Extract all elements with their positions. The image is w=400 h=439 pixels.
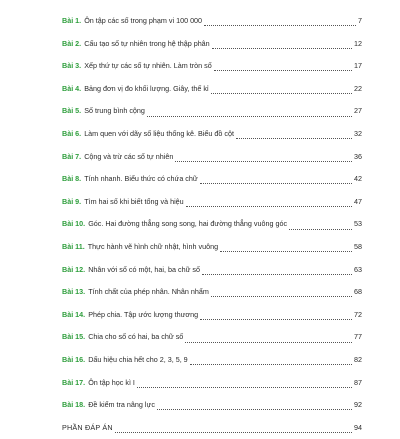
page-number: 92 xyxy=(354,400,362,410)
page-number: 72 xyxy=(354,309,362,319)
lesson-title: Xếp thứ tự các số tự nhiên. Làm tròn số xyxy=(84,61,212,71)
lesson-title: Thực hành vẽ hình chữ nhật, hình vuông xyxy=(87,241,219,251)
lesson-number: Bài 2. xyxy=(62,38,82,48)
table-of-contents xyxy=(62,10,362,439)
dot-leader xyxy=(175,154,352,162)
page-number: 32 xyxy=(354,128,362,138)
lesson-number: Bài 11. xyxy=(62,241,85,251)
dot-leader xyxy=(211,86,352,94)
page-number: 22 xyxy=(354,83,362,93)
toc-entry-lesson-5[interactable] xyxy=(62,100,362,123)
page-number: 63 xyxy=(354,264,362,274)
lesson-title: Cộng và trừ các số tự nhiên xyxy=(84,151,174,161)
toc-entry-lesson-2[interactable] xyxy=(62,33,362,56)
lesson-number: Bài 18. xyxy=(62,400,86,410)
lesson-title: Bảng đơn vị đo khối lượng. Giây, thế kỉ xyxy=(84,83,209,93)
dot-leader xyxy=(147,109,352,117)
lesson-number: Bài 3. xyxy=(62,61,82,71)
toc-entry-lesson-10[interactable] xyxy=(62,213,362,236)
dot-leader xyxy=(211,289,352,297)
toc-entry-lesson-14[interactable] xyxy=(62,304,362,327)
dot-leader xyxy=(236,131,352,139)
toc-entry-lesson-4[interactable] xyxy=(62,78,362,101)
toc-entry-lesson-3[interactable] xyxy=(62,55,362,78)
lesson-title: Làm quen với dãy số liệu thống kê. Biểu đồ cột xyxy=(84,128,234,138)
lesson-title: Tính nhanh. Biểu thức có chứa chữ xyxy=(84,174,198,184)
lesson-title: Số trung bình cộng xyxy=(84,106,145,116)
lesson-title: Đề kiểm tra nâng lực xyxy=(88,400,155,410)
toc-entry-lesson-13[interactable] xyxy=(62,281,362,304)
page-number: 12 xyxy=(354,38,362,48)
lesson-number: Bài 13. xyxy=(62,287,86,297)
lesson-title: Ôn tập các số trong phạm vi 100 000 xyxy=(84,16,203,25)
lesson-title: Phép chia. Tập ước lượng thương xyxy=(88,309,199,319)
page-number: 53 xyxy=(354,219,362,229)
page-number: 77 xyxy=(354,332,362,342)
dot-leader xyxy=(190,357,352,365)
lesson-number: Bài 9. xyxy=(62,196,82,206)
toc-entry-lesson-8[interactable] xyxy=(62,168,362,191)
toc-entry-lesson-12[interactable] xyxy=(62,259,362,282)
lesson-title: Ôn tập học kì I xyxy=(88,377,135,387)
lesson-number: Bài 12. xyxy=(62,264,86,274)
dot-leader xyxy=(214,63,352,71)
lesson-number: Bài 1. xyxy=(62,16,82,25)
dot-leader xyxy=(186,199,352,207)
lesson-title: Chia cho số có hai, ba chữ số xyxy=(88,332,184,342)
page-number: 7 xyxy=(358,16,362,25)
toc-entry-lesson-17[interactable] xyxy=(62,372,362,395)
toc-entry-lesson-7[interactable] xyxy=(62,146,362,169)
page-number: 47 xyxy=(354,196,362,206)
lesson-number: Bài 14. xyxy=(62,309,86,319)
dot-leader xyxy=(220,244,352,252)
lesson-title: Dấu hiệu chia hết cho 2, 3, 5, 9 xyxy=(88,354,188,364)
page-number: 36 xyxy=(354,151,362,161)
lesson-number: Bài 7. xyxy=(62,151,82,161)
toc-entry-answers[interactable] xyxy=(62,417,362,439)
dot-leader xyxy=(289,222,352,230)
toc-entry-lesson-15[interactable] xyxy=(62,326,362,349)
toc-entry-lesson-11[interactable] xyxy=(62,236,362,259)
answers-section-title: PHẦN ĐÁP ÁN xyxy=(62,422,113,432)
toc-entry-lesson-6[interactable] xyxy=(62,123,362,146)
dot-leader xyxy=(200,176,352,184)
lesson-title: Nhân với số có một, hai, ba chữ số xyxy=(88,264,200,274)
lesson-number: Bài 16. xyxy=(62,354,86,364)
dot-leader xyxy=(137,380,352,388)
dot-leader xyxy=(204,18,356,26)
lesson-number: Bài 17. xyxy=(62,377,86,387)
toc-entry-lesson-1[interactable] xyxy=(62,10,362,33)
lesson-title: Tính chất của phép nhân. Nhân nhẩm xyxy=(88,287,209,297)
page-number: 58 xyxy=(354,241,362,251)
page-number: 87 xyxy=(354,377,362,387)
dot-leader xyxy=(157,402,352,410)
page-number: 82 xyxy=(354,354,362,364)
toc-entry-lesson-16[interactable] xyxy=(62,349,362,372)
lesson-number: Bài 4. xyxy=(62,83,82,93)
lesson-number: Bài 6. xyxy=(62,128,82,138)
toc-entry-lesson-9[interactable] xyxy=(62,191,362,214)
lesson-title: Góc. Hai đường thẳng song song, hai đường thẳng vuông góc xyxy=(88,219,288,229)
lesson-number: Bài 10. xyxy=(62,219,86,229)
toc-entry-lesson-18[interactable] xyxy=(62,394,362,417)
page-number: 94 xyxy=(354,422,362,432)
dot-leader xyxy=(200,312,352,320)
dot-leader xyxy=(202,267,352,275)
lesson-number: Bài 15. xyxy=(62,332,86,342)
page-number: 68 xyxy=(354,287,362,297)
lesson-title: Cấu tạo số tự nhiên trong hệ thập phân xyxy=(84,38,210,48)
page-number: 17 xyxy=(354,61,362,71)
lesson-title: Tìm hai số khi biết tổng và hiệu xyxy=(84,196,184,206)
lesson-number: Bài 5. xyxy=(62,106,82,116)
page-number: 42 xyxy=(354,174,362,184)
lesson-number: Bài 8. xyxy=(62,174,82,184)
dot-leader xyxy=(212,41,352,49)
page-number: 27 xyxy=(354,106,362,116)
dot-leader xyxy=(185,335,352,343)
dot-leader xyxy=(115,425,352,433)
